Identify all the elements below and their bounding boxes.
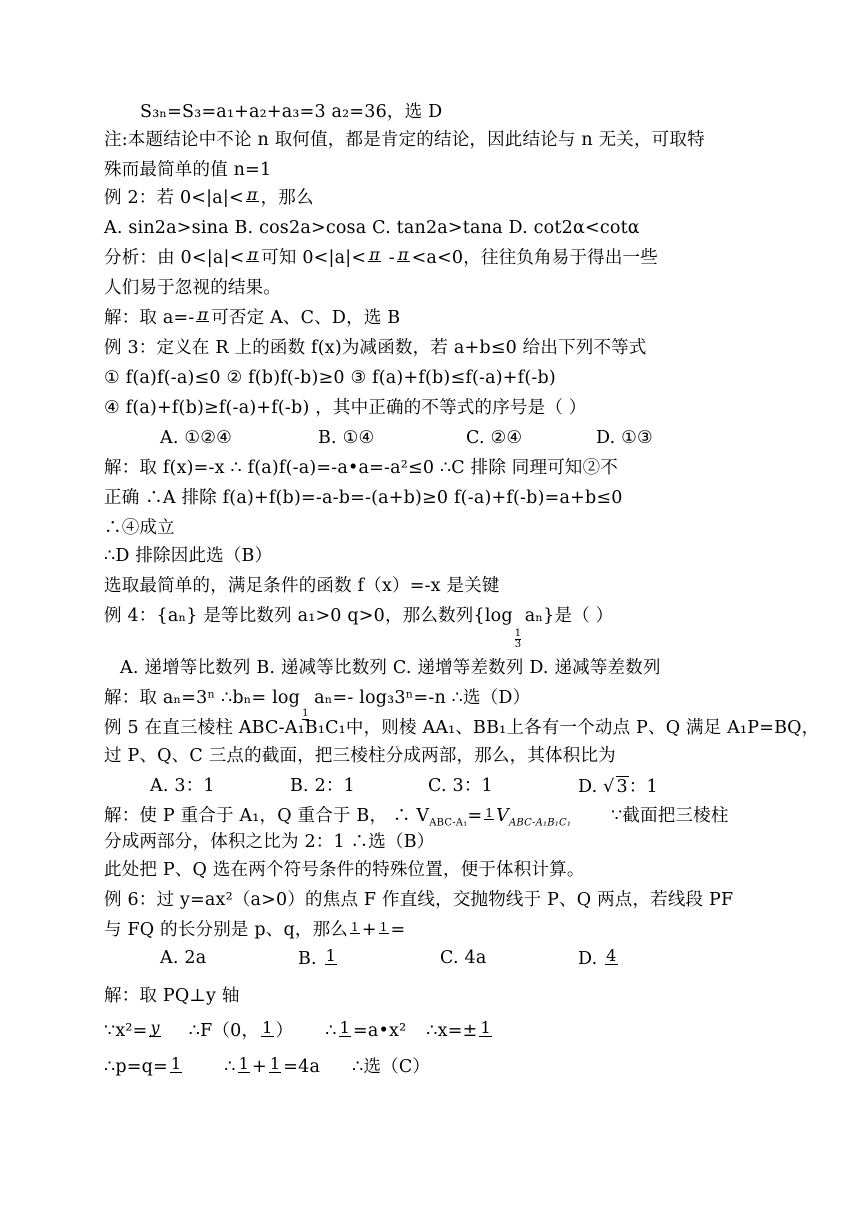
option-b	[298, 948, 339, 971]
text: 与 FQ 的长分别是 p、q，那么	[104, 920, 348, 940]
option-a: A. 3：1	[150, 776, 215, 796]
text: 解：取 aₙ=3ⁿ ∴bₙ= log	[104, 688, 301, 708]
text: <a<0，往往负角易于得出一些	[411, 248, 658, 268]
text: =a•x²	[352, 1021, 407, 1041]
text: V	[496, 806, 509, 826]
text: B.	[298, 949, 323, 969]
fraction-1-over-2a: 1	[170, 1054, 182, 1073]
fraction-1-over-2a: 1	[325, 946, 336, 965]
text: ）	[275, 1021, 294, 1041]
line: 人们易于忽视的结果。	[104, 278, 281, 298]
fraction-1-over-q: 1	[379, 920, 388, 934]
solution-line: 解：取 f(x)=-x ∴ f(a)f(-a)=-a•a=-a²≤0 ∴C 排除 同理可知②不	[104, 458, 619, 478]
fraction-pi-over-4: π	[397, 245, 409, 264]
option-d	[578, 948, 620, 971]
text: D.	[578, 777, 604, 797]
text: ∵截面把三棱柱	[611, 806, 729, 826]
inequality-line-2: ④ f(a)+f(b)≥f(-a)+f(-b) ，其中正确的不等式的序号是（ ）	[104, 398, 587, 418]
example-5-line: 例 5 在直三棱柱 ABC-A₁B₁C₁中，则棱 AA₁、BB₁上各有一个动点 P、Q 满足 A₁P=BQ，	[104, 718, 820, 738]
solution-line: 解：取 aₙ=3ⁿ ∴bₙ= log 1 aₙ=- log₃3ⁿ=-n ∴选（D）	[104, 688, 531, 719]
text: 例 2：若 0<|a|<	[104, 188, 244, 208]
solution-line: 正确 ∴A 排除 f(a)+f(b)=-a-b=-(a+b)≥0 f(-a)+f(-b)=a+b≤0	[104, 488, 623, 508]
example-6-line: 例 6：过 y=ax²（a>0）的焦点 F 作直线，交抛物线于 P、Q 两点，若线段 PF	[104, 890, 734, 910]
text: =	[390, 920, 406, 940]
text: D.	[578, 949, 604, 969]
fraction-1-over-p: 1	[238, 1054, 249, 1073]
example-2-line	[104, 185, 314, 208]
line: ∴D 排除因此选（B）	[104, 546, 273, 566]
example-2-options: A. sin2a>sina B. cos2a>cosa C. tan2a>tana D. cot2α<cotα	[104, 218, 640, 238]
text: -	[382, 248, 395, 268]
option-b: B. ①④	[318, 428, 375, 448]
fraction-1-over-4a: 1	[339, 1018, 350, 1037]
option-d: D. √ 3：1	[578, 777, 658, 797]
line-1: S₃ₙ=S₃=a₁+a₂+a₃=3 a₂=36，选 D	[140, 102, 443, 122]
option-c: C. 4a	[440, 948, 487, 968]
fraction-y-over-a: y	[150, 1018, 160, 1037]
text: ：1	[628, 777, 658, 797]
text: 可知 0<|a|<	[261, 248, 367, 268]
text: +	[361, 920, 377, 940]
example-4-line: 例 4：{aₙ} 是等比数列 a₁>0 q>0，那么数列{log 1 3 aₙ}是（ ）	[104, 606, 614, 650]
solution-line: 解：取 PQ⊥y 轴	[104, 986, 240, 1006]
line-2: 注:本题结论中不论 n 取何值，都是肯定的结论，因此结论与 n 无关，可取特	[104, 130, 705, 150]
option-a: A. 2a	[160, 948, 207, 968]
text: ，那么	[260, 188, 314, 208]
text: ∴	[224, 1057, 236, 1077]
option-b: B. 2：1	[290, 776, 355, 796]
text: ∴x=±	[426, 1021, 478, 1041]
line: 选取最简单的，满足条件的函数 f（x）=-x 是关键	[104, 576, 500, 596]
text: ∴F（0，	[188, 1021, 260, 1041]
inequality-line-1: ① f(a)f(-a)≤0 ② f(b)f(-b)≥0 ③ f(a)+f(b)≤f(-a)+f(-b)	[104, 368, 556, 388]
solution-line	[104, 1020, 494, 1043]
fraction-1-over-p: 1	[350, 920, 359, 934]
solution-line	[104, 305, 401, 328]
text: 例 4：{aₙ} 是等比数列 a₁>0 q>0，那么数列{log	[104, 606, 513, 626]
option-d: D. ①③	[596, 428, 653, 448]
text: 解：使 P 重合于 A₁，Q 重合于 B， ∴ V	[104, 806, 430, 826]
option-a: A. ①②④	[160, 428, 233, 448]
text: =	[467, 806, 483, 826]
fraction-1-over-2a: 1	[480, 1018, 491, 1037]
fraction-4-over-a: 4	[606, 946, 617, 965]
text: ∴选（C）	[352, 1057, 431, 1077]
subscript: ABC-A₁	[429, 817, 468, 829]
text: aₙ}是（ ）	[524, 606, 614, 626]
text: =4a	[283, 1057, 321, 1077]
example-3-line: 例 3：定义在 R 上的函数 f(x)为减函数，若 a+b≤0 给出下列不等式	[104, 338, 647, 358]
text: 可否定 A、C、D，选 B	[211, 308, 401, 328]
solution-line	[104, 1056, 430, 1079]
fraction-pi-over-6: π	[197, 305, 209, 324]
text: ∴	[325, 1021, 337, 1041]
fraction-pi-over-4: π	[369, 245, 380, 264]
analysis-line	[104, 245, 658, 268]
text: aₙ=- log₃3ⁿ=-n ∴选（D）	[314, 688, 531, 708]
example-4-options: A. 递增等比数列 B. 递减等比数列 C. 递增等差数列 D. 递减等差数列	[120, 658, 661, 678]
fraction-pi-over-4: π	[247, 245, 259, 264]
text: +	[252, 1057, 267, 1077]
line: 过 P、Q、C 三点的截面，把三棱柱分成两部，那么，其体积比为	[104, 746, 616, 766]
line: 此处把 P、Q 选在两个符号条件的特殊位置，便于体积计算。	[104, 860, 585, 880]
solution-line	[104, 806, 729, 834]
option-c: C. ②④	[466, 428, 523, 448]
fraction-one-half: 1	[485, 806, 494, 820]
line: 分成两部分，体积之比为 2：1 ∴选（B）	[104, 832, 435, 852]
line-3: 殊而最简单的值 n=1	[104, 160, 272, 180]
fraction-1-over-4a: 1	[262, 1018, 273, 1037]
line	[104, 920, 405, 940]
text: 分析：由 0<|a|<	[104, 248, 245, 268]
fraction-pi-over-4: π	[246, 185, 258, 204]
option-c: C. 3：1	[428, 776, 493, 796]
text: ∵x²=	[104, 1021, 148, 1041]
sqrt-radicand: 3	[616, 777, 628, 797]
text: ∴p=q=	[104, 1057, 168, 1077]
fraction-1-over-q: 1	[269, 1054, 281, 1073]
line: ∴④成立	[104, 518, 175, 538]
subscript: ABC-A₁B₁C₁	[509, 817, 572, 829]
text: 解：取 a=-	[104, 308, 195, 328]
